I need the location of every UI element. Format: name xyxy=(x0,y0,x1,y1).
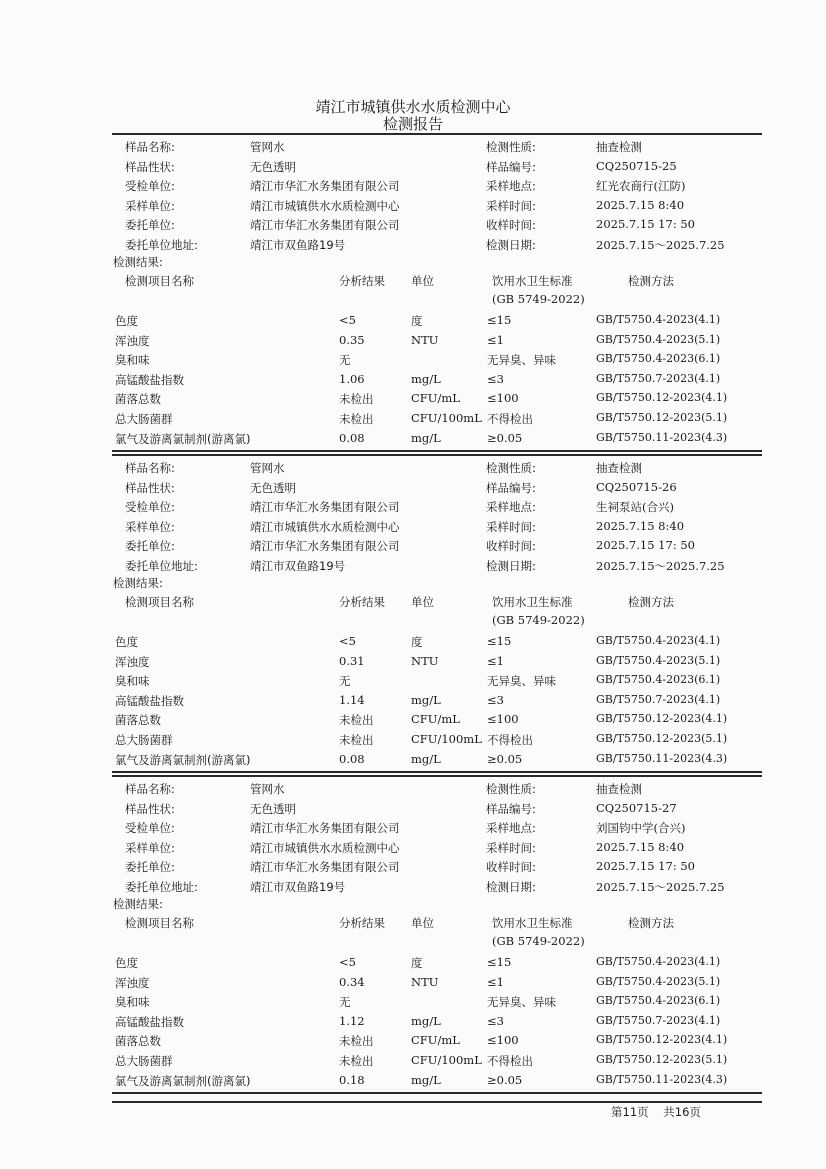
info-value: 管网水 xyxy=(250,461,285,475)
results-table xyxy=(112,953,762,1090)
cell-result: 0.08 xyxy=(339,430,365,445)
cell-result: 无 xyxy=(339,995,351,1010)
cell-standard: ≤15 xyxy=(487,313,512,327)
info-row xyxy=(112,517,762,537)
info-value: 抽查检测 xyxy=(596,140,642,154)
cell-item: 总大肠菌群 xyxy=(115,1053,173,1068)
cell-standard: ≤3 xyxy=(487,692,504,707)
cell-item: 臭和味 xyxy=(115,995,150,1010)
cell-result: 0.18 xyxy=(339,1072,365,1087)
cell-method: GB/T5750.7-2023(4.1) xyxy=(596,692,721,706)
table-row xyxy=(112,1031,762,1051)
cell-method: GB/T5750.11-2023(4.3) xyxy=(596,1072,728,1086)
section-top-rule xyxy=(112,775,762,777)
cell-unit: NTU xyxy=(411,332,439,347)
info-label: 样品名称: xyxy=(125,461,175,475)
table-row xyxy=(112,730,762,750)
info-label: 样品编号: xyxy=(486,159,536,174)
table-row xyxy=(112,409,762,429)
cell-item: 浑浊度 xyxy=(115,333,150,348)
cell-method: GB/T5750.4-2023(5.1) xyxy=(596,974,721,988)
cell-item: 总大肠菌群 xyxy=(115,732,173,747)
cell-item: 色度 xyxy=(115,314,138,328)
cell-method: GB/T5750.7-2023(4.1) xyxy=(596,1013,721,1027)
cell-method: GB/T5750.11-2023(4.3) xyxy=(596,430,728,444)
cell-result: 无 xyxy=(339,674,351,689)
cell-result: 0.35 xyxy=(339,332,365,347)
cell-unit: CFU/100mL xyxy=(411,410,482,425)
table-row xyxy=(112,370,762,390)
info-row xyxy=(112,838,762,858)
cell-unit: CFU/100mL xyxy=(411,1052,482,1067)
cell-unit: mg/L xyxy=(411,371,441,386)
column-header-item: 检测项目名称 xyxy=(125,274,194,288)
info-value: 2025.7.15～2025.7.25 xyxy=(596,237,725,252)
cell-method: GB/T5750.12-2023(4.1) xyxy=(596,1033,728,1047)
cell-result: 未检出 xyxy=(339,392,374,407)
cell-method: GB/T5750.4-2023(4.1) xyxy=(596,955,721,968)
section-bottom-rule xyxy=(112,1092,762,1094)
table-row xyxy=(112,429,762,449)
results-table-header xyxy=(112,594,762,634)
cell-method: GB/T5750.4-2023(5.1) xyxy=(596,653,721,667)
column-header-standard: 饮用水卫生标准 xyxy=(492,916,573,930)
cell-method: GB/T5750.12-2023(5.1) xyxy=(596,1052,728,1066)
cell-standard: ≥0.05 xyxy=(487,430,523,445)
table-row xyxy=(112,691,762,711)
document-title: 检测报告 xyxy=(382,115,443,133)
table-row xyxy=(112,389,762,409)
results-table xyxy=(112,632,762,769)
info-label: 委托单位地址: xyxy=(125,237,198,252)
info-label: 样品编号: xyxy=(486,801,536,816)
cell-method: GB/T5750.12-2023(5.1) xyxy=(596,410,728,424)
info-value: 2025.7.15 17: 50 xyxy=(596,217,695,231)
info-value: 2025.7.15～2025.7.25 xyxy=(596,879,725,894)
info-label: 样品编号: xyxy=(486,480,536,495)
table-row xyxy=(112,671,762,691)
info-label: 检测性质: xyxy=(486,461,536,475)
info-row xyxy=(112,215,762,235)
info-label: 委托单位地址: xyxy=(125,879,198,894)
info-value: 靖江市华汇水务集团有限公司 xyxy=(250,179,400,193)
results-label: 检测结果: xyxy=(113,897,163,911)
info-row xyxy=(112,497,762,517)
cell-standard: ≤100 xyxy=(487,391,519,406)
cell-standard: ≤100 xyxy=(487,1033,519,1048)
info-value: 无色透明 xyxy=(250,480,296,495)
info-label: 收样时间: xyxy=(486,539,536,553)
cell-standard: ≤100 xyxy=(487,712,519,727)
info-label: 委托单位: xyxy=(125,860,175,874)
cell-item: 菌落总数 xyxy=(115,1034,161,1049)
info-value: 红光农商行(江防) xyxy=(596,179,686,193)
sample-info xyxy=(112,137,762,254)
cell-method: GB/T5750.12-2023(4.1) xyxy=(596,391,728,405)
info-label: 采样地点: xyxy=(486,821,536,835)
info-row xyxy=(112,458,762,478)
cell-standard: ≤1 xyxy=(487,332,504,347)
cell-method: GB/T5750.4-2023(6.1) xyxy=(596,673,721,687)
info-label: 收样时间: xyxy=(486,218,536,232)
cell-standard: ≤15 xyxy=(487,634,512,648)
column-header-unit: 单位 xyxy=(411,274,434,288)
info-value: 管网水 xyxy=(250,140,285,154)
column-header-item: 检测项目名称 xyxy=(125,595,194,609)
column-header-standard-code: (GB 5749-2022) xyxy=(492,292,585,306)
cell-item: 氯气及游离氯制剂(游离氯) xyxy=(115,1073,251,1088)
cell-item: 臭和味 xyxy=(115,674,150,689)
table-row xyxy=(112,311,762,331)
cell-method: GB/T5750.12-2023(4.1) xyxy=(596,712,728,726)
page-number xyxy=(611,1104,701,1120)
info-label: 受检单位: xyxy=(125,821,175,835)
cell-item: 菌落总数 xyxy=(115,392,161,407)
info-value: 靖江市双鱼路19号 xyxy=(250,879,346,894)
info-row xyxy=(112,536,762,556)
table-row xyxy=(112,710,762,730)
info-label: 样品性状: xyxy=(125,801,175,816)
column-header-standard: 饮用水卫生标准 xyxy=(492,595,573,609)
cell-standard: 不得检出 xyxy=(487,1053,533,1068)
cell-item: 色度 xyxy=(115,635,138,649)
cell-result: <5 xyxy=(339,313,356,327)
info-row xyxy=(112,478,762,498)
info-value: 靖江市华汇水务集团有限公司 xyxy=(250,821,400,835)
info-label: 采样时间: xyxy=(486,519,536,534)
info-value: 靖江市华汇水务集团有限公司 xyxy=(250,860,400,874)
page-total: 共16页 xyxy=(663,1105,701,1119)
info-row xyxy=(112,556,762,576)
cell-result: 1.14 xyxy=(339,692,365,707)
column-header-standard: 饮用水卫生标准 xyxy=(492,274,573,288)
cell-item: 臭和味 xyxy=(115,353,150,368)
cell-method: GB/T5750.4-2023(4.1) xyxy=(596,634,721,647)
sample-section xyxy=(112,454,762,774)
column-header-standard-code: (GB 5749-2022) xyxy=(492,934,585,948)
cell-standard: 无异臭、异味 xyxy=(487,353,556,368)
cell-result: 未检出 xyxy=(339,1053,374,1068)
info-label: 样品性状: xyxy=(125,480,175,495)
info-label: 样品名称: xyxy=(125,140,175,154)
cell-unit: mg/L xyxy=(411,1013,441,1028)
column-header-unit: 单位 xyxy=(411,595,434,609)
column-header-method: 检测方法 xyxy=(628,274,674,288)
table-row xyxy=(112,973,762,993)
cell-item: 色度 xyxy=(115,956,138,970)
info-value: 抽查检测 xyxy=(596,782,642,796)
info-label: 采样单位: xyxy=(125,198,175,213)
cell-unit: mg/L xyxy=(411,751,441,766)
cell-standard: 不得检出 xyxy=(487,411,533,426)
section-top-rule xyxy=(112,133,762,135)
cell-result: 1.12 xyxy=(339,1013,365,1028)
info-row xyxy=(112,799,762,819)
cell-result: 未检出 xyxy=(339,713,374,728)
cell-standard: ≤1 xyxy=(487,653,504,668)
info-row xyxy=(112,779,762,799)
info-value: 靖江市华汇水务集团有限公司 xyxy=(250,218,400,232)
cell-standard: ≤3 xyxy=(487,371,504,386)
cell-result: 0.31 xyxy=(339,653,365,668)
info-value: 2025.7.15 8:40 xyxy=(596,518,685,533)
footer-rule xyxy=(112,1101,762,1103)
sample-section xyxy=(112,775,762,1095)
column-header-unit: 单位 xyxy=(411,916,434,930)
cell-unit: 度 xyxy=(411,635,423,649)
cell-standard: 不得检出 xyxy=(487,732,533,747)
cell-item: 菌落总数 xyxy=(115,713,161,728)
cell-unit: CFU/mL xyxy=(411,391,460,406)
info-value: 无色透明 xyxy=(250,159,296,174)
org-title: 靖江市城镇供水水质检测中心 xyxy=(315,98,511,116)
info-label: 检测日期: xyxy=(486,879,536,894)
info-label: 采样地点: xyxy=(486,179,536,193)
info-label: 委托单位: xyxy=(125,539,175,553)
table-row xyxy=(112,331,762,351)
cell-result: 未检出 xyxy=(339,1034,374,1049)
cell-unit: NTU xyxy=(411,653,439,668)
info-label: 采样地点: xyxy=(486,500,536,514)
cell-item: 高锰酸盐指数 xyxy=(115,372,184,387)
info-value: 2025.7.15 17: 50 xyxy=(596,859,695,873)
cell-unit: mg/L xyxy=(411,692,441,707)
column-header-method: 检测方法 xyxy=(628,916,674,930)
column-header-item: 检测项目名称 xyxy=(125,916,194,930)
cell-result: 1.06 xyxy=(339,371,365,386)
cell-unit: mg/L xyxy=(411,1072,441,1087)
column-header-result: 分析结果 xyxy=(339,595,385,609)
cell-item: 总大肠菌群 xyxy=(115,411,173,426)
cell-standard: ≤15 xyxy=(487,955,512,969)
cell-method: GB/T5750.12-2023(5.1) xyxy=(596,731,728,745)
table-row xyxy=(112,953,762,973)
info-value: 生祠泵站(合兴) xyxy=(596,500,674,514)
results-label: 检测结果: xyxy=(113,576,163,590)
info-value: 抽查检测 xyxy=(596,461,642,475)
table-row xyxy=(112,1012,762,1032)
cell-standard: ≤3 xyxy=(487,1013,504,1028)
cell-standard: ≥0.05 xyxy=(487,1072,523,1087)
cell-method: GB/T5750.7-2023(4.1) xyxy=(596,371,721,385)
section-bottom-rule xyxy=(112,771,762,773)
info-label: 收样时间: xyxy=(486,860,536,874)
info-value: 靖江市双鱼路19号 xyxy=(250,558,346,573)
cell-unit: mg/L xyxy=(411,430,441,445)
cell-unit: CFU/100mL xyxy=(411,731,482,746)
info-value: 2025.7.15 8:40 xyxy=(596,839,685,854)
cell-result: <5 xyxy=(339,634,356,648)
info-value: 2025.7.15 8:40 xyxy=(596,197,685,212)
cell-standard: 无异臭、异味 xyxy=(487,674,556,689)
info-label: 样品性状: xyxy=(125,159,175,174)
cell-item: 浑浊度 xyxy=(115,975,150,990)
info-label: 检测性质: xyxy=(486,782,536,796)
table-row xyxy=(112,1071,762,1091)
info-value: CQ250715-27 xyxy=(596,800,677,815)
cell-result: 未检出 xyxy=(339,411,374,426)
cell-unit: CFU/mL xyxy=(411,712,460,727)
column-header-standard-code: (GB 5749-2022) xyxy=(492,613,585,627)
cell-method: GB/T5750.4-2023(6.1) xyxy=(596,994,721,1008)
sample-section xyxy=(112,133,762,453)
cell-unit: NTU xyxy=(411,974,439,989)
info-value: 靖江市华汇水务集团有限公司 xyxy=(250,500,400,514)
cell-result: 未检出 xyxy=(339,732,374,747)
cell-result: 0.08 xyxy=(339,751,365,766)
cell-item: 高锰酸盐指数 xyxy=(115,693,184,708)
info-row xyxy=(112,157,762,177)
info-label: 受检单位: xyxy=(125,500,175,514)
cell-method: GB/T5750.4-2023(4.1) xyxy=(596,313,721,326)
info-label: 委托单位: xyxy=(125,218,175,232)
cell-unit: CFU/mL xyxy=(411,1033,460,1048)
cell-item: 氯气及游离氯制剂(游离氯) xyxy=(115,752,251,767)
cell-item: 高锰酸盐指数 xyxy=(115,1014,184,1029)
info-row xyxy=(112,137,762,157)
cell-method: GB/T5750.11-2023(4.3) xyxy=(596,751,728,765)
cell-standard: ≥0.05 xyxy=(487,751,523,766)
table-row xyxy=(112,750,762,770)
info-row xyxy=(112,857,762,877)
cell-item: 浑浊度 xyxy=(115,654,150,669)
page-current: 第11页 xyxy=(611,1105,649,1119)
table-row xyxy=(112,1051,762,1071)
column-header-result: 分析结果 xyxy=(339,916,385,930)
table-row xyxy=(112,350,762,370)
cell-result: 0.34 xyxy=(339,974,365,989)
cell-item: 氯气及游离氯制剂(游离氯) xyxy=(115,431,251,446)
info-value: 靖江市城镇供水水质检测中心 xyxy=(250,198,400,213)
info-value: 靖江市华汇水务集团有限公司 xyxy=(250,539,400,553)
info-value: 无色透明 xyxy=(250,801,296,816)
results-table xyxy=(112,311,762,448)
results-label: 检测结果: xyxy=(113,255,163,269)
table-row xyxy=(112,632,762,652)
info-value: CQ250715-25 xyxy=(596,158,677,173)
results-table-header xyxy=(112,915,762,955)
info-row xyxy=(112,176,762,196)
info-label: 检测日期: xyxy=(486,558,536,573)
section-bottom-rule xyxy=(112,450,762,452)
info-label: 采样单位: xyxy=(125,840,175,855)
info-value: CQ250715-26 xyxy=(596,479,677,494)
section-top-rule xyxy=(112,454,762,456)
info-value: 靖江市城镇供水水质检测中心 xyxy=(250,519,400,534)
info-row xyxy=(112,196,762,216)
info-label: 采样时间: xyxy=(486,198,536,213)
info-value: 靖江市双鱼路19号 xyxy=(250,237,346,252)
info-row xyxy=(112,235,762,255)
cell-unit: 度 xyxy=(411,956,423,970)
column-header-result: 分析结果 xyxy=(339,274,385,288)
info-label: 检测性质: xyxy=(486,140,536,154)
cell-standard: ≤1 xyxy=(487,974,504,989)
sample-info xyxy=(112,458,762,575)
cell-result: <5 xyxy=(339,955,356,969)
cell-method: GB/T5750.4-2023(5.1) xyxy=(596,332,721,346)
info-label: 委托单位地址: xyxy=(125,558,198,573)
info-label: 采样单位: xyxy=(125,519,175,534)
info-value: 2025.7.15 17: 50 xyxy=(596,538,695,552)
info-label: 检测日期: xyxy=(486,237,536,252)
info-label: 采样时间: xyxy=(486,840,536,855)
cell-method: GB/T5750.4-2023(6.1) xyxy=(596,352,721,366)
info-value: 刘国钧中学(合兴) xyxy=(596,821,686,835)
info-row xyxy=(112,877,762,897)
cell-unit: 度 xyxy=(411,314,423,328)
table-row xyxy=(112,652,762,672)
cell-result: 无 xyxy=(339,353,351,368)
info-label: 样品名称: xyxy=(125,782,175,796)
table-row xyxy=(112,992,762,1012)
info-value: 靖江市城镇供水水质检测中心 xyxy=(250,840,400,855)
sample-info xyxy=(112,779,762,896)
column-header-method: 检测方法 xyxy=(628,595,674,609)
results-table-header xyxy=(112,273,762,313)
info-label: 受检单位: xyxy=(125,179,175,193)
info-value: 2025.7.15～2025.7.25 xyxy=(596,558,725,573)
info-value: 管网水 xyxy=(250,782,285,796)
cell-standard: 无异臭、异味 xyxy=(487,995,556,1010)
info-row xyxy=(112,818,762,838)
